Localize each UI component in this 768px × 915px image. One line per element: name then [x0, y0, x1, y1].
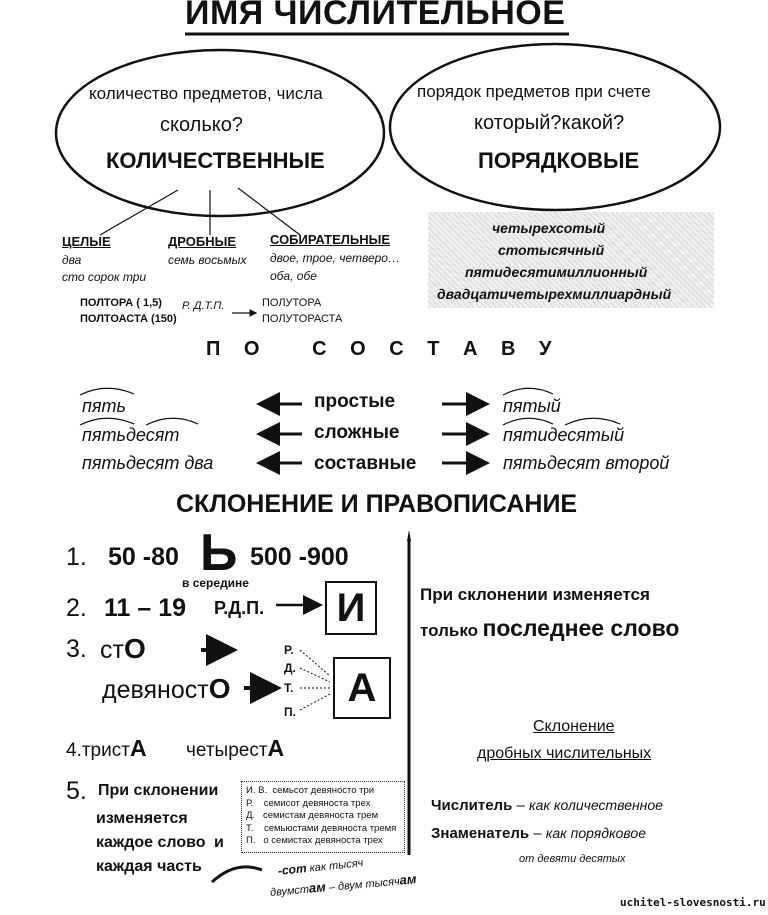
denominator-label: Знаменатель	[431, 825, 530, 842]
rule5-line3-text: каждое слово	[96, 834, 206, 851]
poltora-cases: Р. Д.Т.П.	[182, 300, 225, 312]
rule4-word2	[186, 735, 284, 762]
case-dotted	[300, 668, 330, 682]
rule5-number: 5.	[66, 777, 87, 805]
rule3-word1-stem: ст	[100, 636, 124, 664]
rule4-word2-ending: А	[267, 735, 285, 761]
fraction-numerator-row	[431, 797, 663, 814]
case-label: Р.	[284, 643, 294, 657]
right-rule-line1: При склонении изменяется	[420, 585, 650, 604]
poltora-l2: ПОЛТОАСТА (150)	[80, 313, 177, 325]
thousands-w2-stem: – двум тысяч	[325, 875, 401, 895]
case-label: Д.	[284, 661, 296, 675]
rule1-number: 1.	[66, 543, 87, 571]
composition-left-word: пять	[82, 396, 126, 416]
rule5-line2: изменяется	[96, 810, 188, 827]
ordinal-example: двадцатичетырехмиллиардный	[437, 286, 672, 302]
left-oval-line2: сколько?	[160, 114, 243, 136]
rule1-range2: 500 -900	[250, 543, 349, 571]
rule4-word1-stem: трист	[81, 740, 130, 761]
rule3-number: 3.	[66, 635, 87, 663]
left-oval-line1: количество предметов, числа	[89, 84, 323, 103]
kind-fraction-head: ДРОБНЫЕ	[168, 234, 237, 249]
rule3-word1-ending: О	[123, 633, 146, 664]
rule1-note: в середине	[182, 576, 249, 590]
rule3-letter-box: А	[333, 657, 391, 719]
rule5-example-row: И. В. семьсот девяносто три	[246, 785, 375, 796]
rule3-word1	[100, 633, 146, 665]
rule5-line1: При склонении	[98, 782, 219, 799]
numerator-dash: –	[516, 797, 525, 814]
numerator-text: как количественное	[528, 797, 663, 813]
fraction-example: от девяти десятых	[519, 853, 626, 865]
branch-line	[238, 188, 300, 235]
kind-fraction-ex1: семь восьмых	[168, 253, 247, 267]
poltora-r1: ПОЛУТОРА	[262, 297, 322, 309]
rule5-example-row: Д. семистам девяноста трем	[246, 810, 379, 821]
composition-left-word: пятьдесят	[82, 425, 180, 445]
case-dotted	[300, 650, 330, 676]
poltora-r2: ПОЛУТОРАСТА	[262, 313, 343, 325]
right-oval-label: ПОРЯДКОВЫЕ	[478, 148, 640, 173]
rule5-line3	[96, 834, 224, 852]
right-rule-line2	[420, 615, 679, 642]
right-rule-only: только	[420, 621, 478, 640]
composition-left-word: пятьдесят два	[82, 453, 214, 473]
kind-collective-head: СОБИРАТЕЛЬНЫЕ	[270, 232, 390, 247]
stem-arc	[503, 388, 553, 395]
rule5-line3-and: и	[214, 834, 224, 851]
ordinal-example: стотысячный	[498, 242, 605, 258]
declension-title: СКЛОНЕНИЕ И ПРАВОПИСАНИЕ	[176, 490, 578, 518]
rule2-number: 2.	[66, 594, 87, 622]
thousands-like: как тысяч	[309, 857, 364, 875]
kind-collective-ex2: оба, обе	[270, 269, 317, 283]
denominator-text: как порядковое	[545, 825, 646, 841]
kind-collective-ex1: двое, трое, четверо…	[270, 251, 400, 265]
ordinal-example: четырехсотый	[492, 220, 606, 236]
rule3-word2-ending: О	[208, 673, 231, 704]
rule4-word1-ending: А	[129, 735, 147, 761]
thousands-w2-ending: ам	[398, 871, 417, 888]
composition-title: П О С О С Т А В У	[206, 338, 561, 360]
page-title: ИМЯ ЧИСЛИТЕЛЬНОЕ	[185, 0, 566, 32]
watermark: uchitel-slovesnosti.ru	[620, 896, 766, 909]
kind-whole-ex2: сто сорок три	[62, 270, 147, 284]
rule5-example-row: Т. семьюстами девяноста тремя	[246, 822, 397, 834]
rule5-example-row: П. о семистах девяноста трех	[246, 835, 383, 846]
composition-type: простые	[314, 391, 396, 412]
kind-whole-head: ЦЕЛЫЕ	[62, 234, 111, 249]
stem-arc	[80, 418, 134, 425]
stem-arc	[146, 418, 198, 425]
rule4-word2-stem: четырест	[186, 740, 268, 761]
right-rule-last-word: последнее слово	[482, 615, 680, 641]
thousands-w1-ending: ам	[308, 879, 327, 896]
rule1-range1: 50 -80	[108, 543, 179, 571]
thousands-suffix: -сот	[277, 861, 308, 878]
rule1-letter: Ь	[200, 524, 238, 582]
thousands-w1-stem: двумст	[269, 883, 310, 899]
case-label: Т.	[284, 681, 294, 695]
stem-arc	[80, 388, 134, 395]
vertical-divider-tip	[407, 530, 411, 541]
composition-right-word: пятидесятый	[503, 425, 625, 445]
rule5-line4: каждая часть	[96, 858, 202, 875]
ordinal-example: пятидесятимиллионный	[465, 264, 648, 280]
composition-type: составные	[314, 453, 417, 474]
case-dotted	[300, 694, 330, 710]
left-oval-label: КОЛИЧЕСТВЕННЫЕ	[106, 148, 325, 173]
kind-whole-ex1: два	[62, 253, 82, 267]
rule4	[66, 735, 147, 762]
rule2-cases: Р.Д.П.	[214, 598, 265, 618]
rule3-word2	[102, 673, 230, 705]
rule4-number: 4.	[66, 740, 82, 761]
poltora-l1: ПОЛТОРА ( 1,5)	[80, 297, 162, 309]
right-oval-line2: который?какой?	[474, 112, 625, 134]
rule3-word2-stem: девяност	[102, 676, 209, 704]
fraction-denominator-row	[431, 825, 646, 842]
stem-arc	[503, 418, 553, 425]
numerator-label: Числитель	[431, 797, 513, 814]
case-label: П.	[284, 705, 296, 719]
rule5-example-box	[241, 781, 405, 853]
stem-arc	[565, 418, 620, 425]
rule2-range: 11 – 19	[104, 594, 187, 622]
composition-right-word: пятьдесят второй	[503, 453, 670, 473]
fraction-title1: Склонение	[533, 718, 615, 735]
composition-type: сложные	[314, 422, 400, 443]
denominator-dash: –	[533, 825, 542, 842]
composition-right-word: пятый	[503, 396, 561, 416]
rule2-letter-box: И	[325, 581, 377, 635]
right-oval-line1: порядок предметов при счете	[417, 82, 651, 101]
fraction-title2: дробных числительных	[477, 745, 652, 762]
rule5-arc	[212, 867, 262, 882]
rule5-example-row: Р. семисот девяноста трех	[246, 797, 371, 809]
